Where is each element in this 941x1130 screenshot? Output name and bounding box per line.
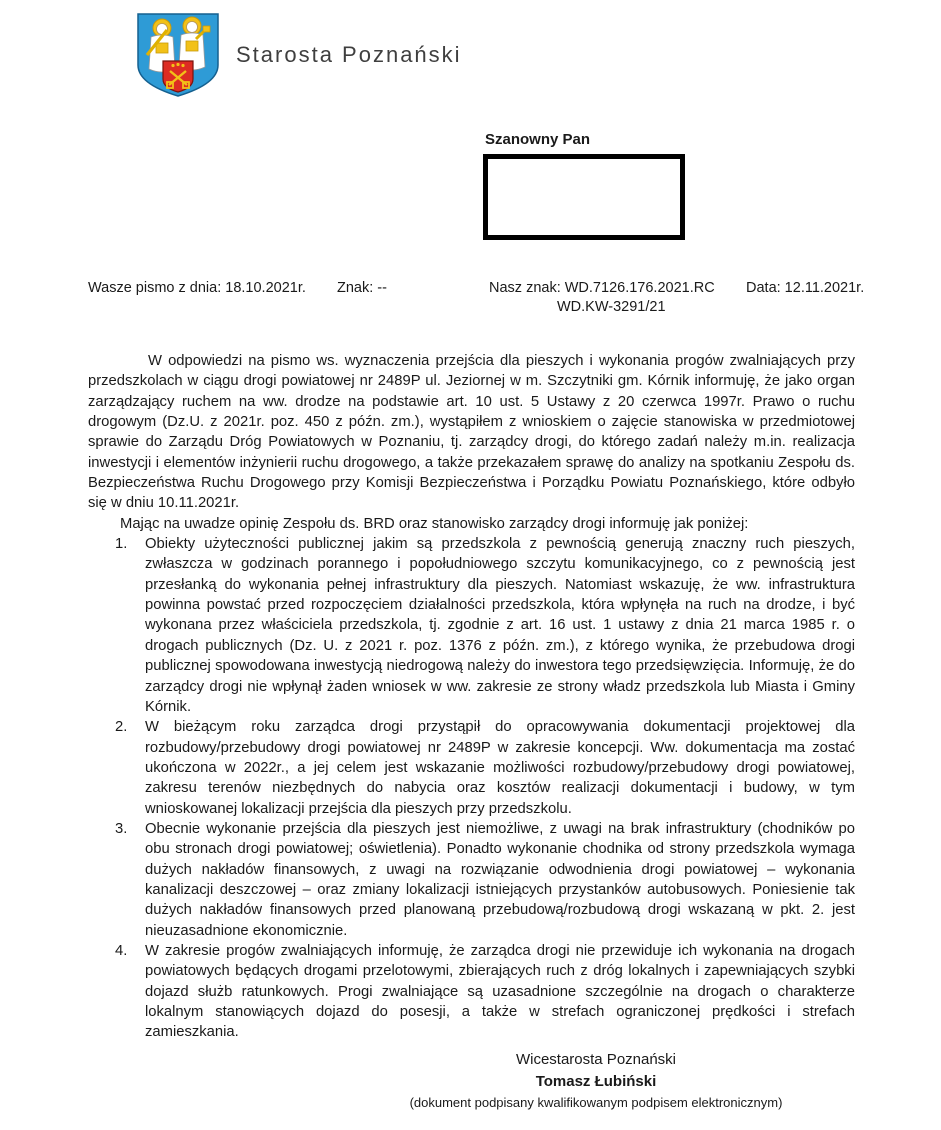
your-ref-number: Znak: -- [337, 280, 387, 296]
org-title: Starosta Poznański [236, 42, 462, 67]
our-ref-number-line1: Nasz znak: WD.7126.176.2021.RC [489, 280, 715, 296]
list-item [88, 941, 855, 1043]
signature-block [251, 1049, 941, 1113]
electronic-signature-note: (dokument podpisany kwalifikowanym podpisem elektronicznym) [409, 1095, 783, 1110]
our-ref-number-line2: WD.KW-3291/21 [557, 299, 666, 315]
list-item-text: Obiekty użyteczności publicznej jakim są przedszkola z pewnością generują znaczny ruch pieszych, zwłaszcza w godzinach porannego i popołudniowego szczytu komunikacyjnego, co z pewnością jest przesłanką do wykonania pełnej infrastruktury dla pieszych. Natomiast wskazuję, że ww. infrastruktura powinna powstać przed rozpoczęciem działalności przedszkola, która wpłynęła na ruch na drodze, i być wykonana przez właściciela przedszkola, tj. zgodnie z art. 16 ust. 1 ustawy z dnia 21 marca 1985 r. o drogach publicznych (Dz. U. z 2021 r. poz. 1376 z późn. zm.), z którego wynika, że przebudowa drogi publicznej spowodowana inwestycją niedrogową należy do inwestora tego przedsięwzięcia. Informuję, że do zarządcy drogi nie wpłynął żaden wniosek w ww. zakresie ze strony władz przedszkola lub Miasta i Gminy Kórnik. [145, 536, 855, 715]
your-letter-date: Wasze pismo z dnia: 18.10.2021r. [88, 280, 306, 296]
redacted-recipient-box [483, 154, 685, 240]
list-item-text: W bieżącym roku zarządca drogi przystąpił do opracowywania dokumentacji projektowej dla rozbudowy/przebudowy drogi powiatowej nr 2489P w zakresie koncepcji. Ww. dokumentacja ma zostać ukończona w 2022r., a jej celem jest wskazanie możliwości rozbudowy/przebudowy drogi powiatowej, zakresu terenów niezbędnych do nabycia oraz kosztów realizacji dokumentacji i budowy, w tym wnioskowanej lokalizacji przejścia dla pieszych przy przedszkolu. [145, 719, 855, 817]
list-item-text: W zakresie progów zwalniających informuję, że zarządca drogi nie przewiduje ich wykonania na drogach powiatowych będących drogami przelotowymi, zbierających ruch z dróg lokalnych i zapewniających szybki dojazd służb ratunkowych. Progi zwalniające są uzasadnione szczególnie na drogach o charakterze lokalnym stanowiących dojazd do posesji, a także w strefach ograniczonej prędkości i strefach zamieszkania. [145, 942, 855, 1041]
list-item-number: 4. [115, 942, 128, 959]
list-item-text: Obecnie wykonanie przejścia dla pieszych jest niemożliwe, z uwagi na brak infrastruktury (chodników po obu stronach drogi powiatowej; oświetlenia). Ponadto wykonanie chodnika od strony przedszkola wymaga dużych nakładów finansowych, z uwagi na rozwiązanie odwodnienia drogi powiatowej – wykonania kanalizacji deszczowej – oraz zmiany lokalizacji istniejących przystanków autobusowych. Poniesienie tak dużych nakładów finansowych przed planowaną przebudową/rozbudową drogi wskazaną w pkt. 2. jest nieuzasadnione ekonomicznie. [145, 820, 855, 939]
letter-date: Data: 12.11.2021r. [746, 280, 865, 296]
list-item [88, 819, 855, 941]
signer-name: Tomasz Łubiński [535, 1073, 657, 1090]
poznan-county-coat-of-arms-icon [136, 13, 220, 97]
recipient-salutation: Szanowny Pan [485, 131, 591, 148]
list-item-number: 3. [115, 820, 128, 837]
letter-body [88, 351, 855, 1043]
list-item-number: 1. [115, 536, 128, 553]
list-item-number: 2. [115, 719, 128, 736]
intro-paragraph: W odpowiedzi na pismo ws. wyznaczenia przejścia dla pieszych i wykonania progów zwalniających przy przedszkolach w ciągu drogi powiatowej nr 2489P ul. Jeziornej w m. Szczytniki gm. Kórnik informuję, że jako organ zarządzający ruchem na ww. drodze na podstawie art. 10 ust. 5 Ustawy z 20 czerwca 1997r. Prawo o ruchu drogowym (Dz.U. z 2021r. poz. 450 z późn. zm.), wystąpiłem z wnioskiem o zajęcie stanowiska w przedmiotowej sprawie do Zarządu Dróg Powiatowych w Poznaniu, tj. zarządcy drogi, do którego zadań należy m.in. realizacja inwestycji i elementów inżynierii ruchu drogowego, a także przekazałem sprawę do analizy na spotkaniu Zespołu ds. Bezpieczeństwa Ruchu Drogowego przy Komisji Bezpieczeństwa i Porządku Powiatu Poznańskiego, które odbyło się w dniu 10.11.2021r. [88, 353, 855, 512]
list-item [88, 717, 855, 819]
signer-title: Wicestarosta Poznański [515, 1051, 677, 1068]
lead-in-paragraph: Mając na uwadze opinię Zespołu ds. BRD oraz stanowisko zarządcy drogi informuję jak poniżej: [120, 515, 749, 532]
list-item [88, 534, 855, 717]
